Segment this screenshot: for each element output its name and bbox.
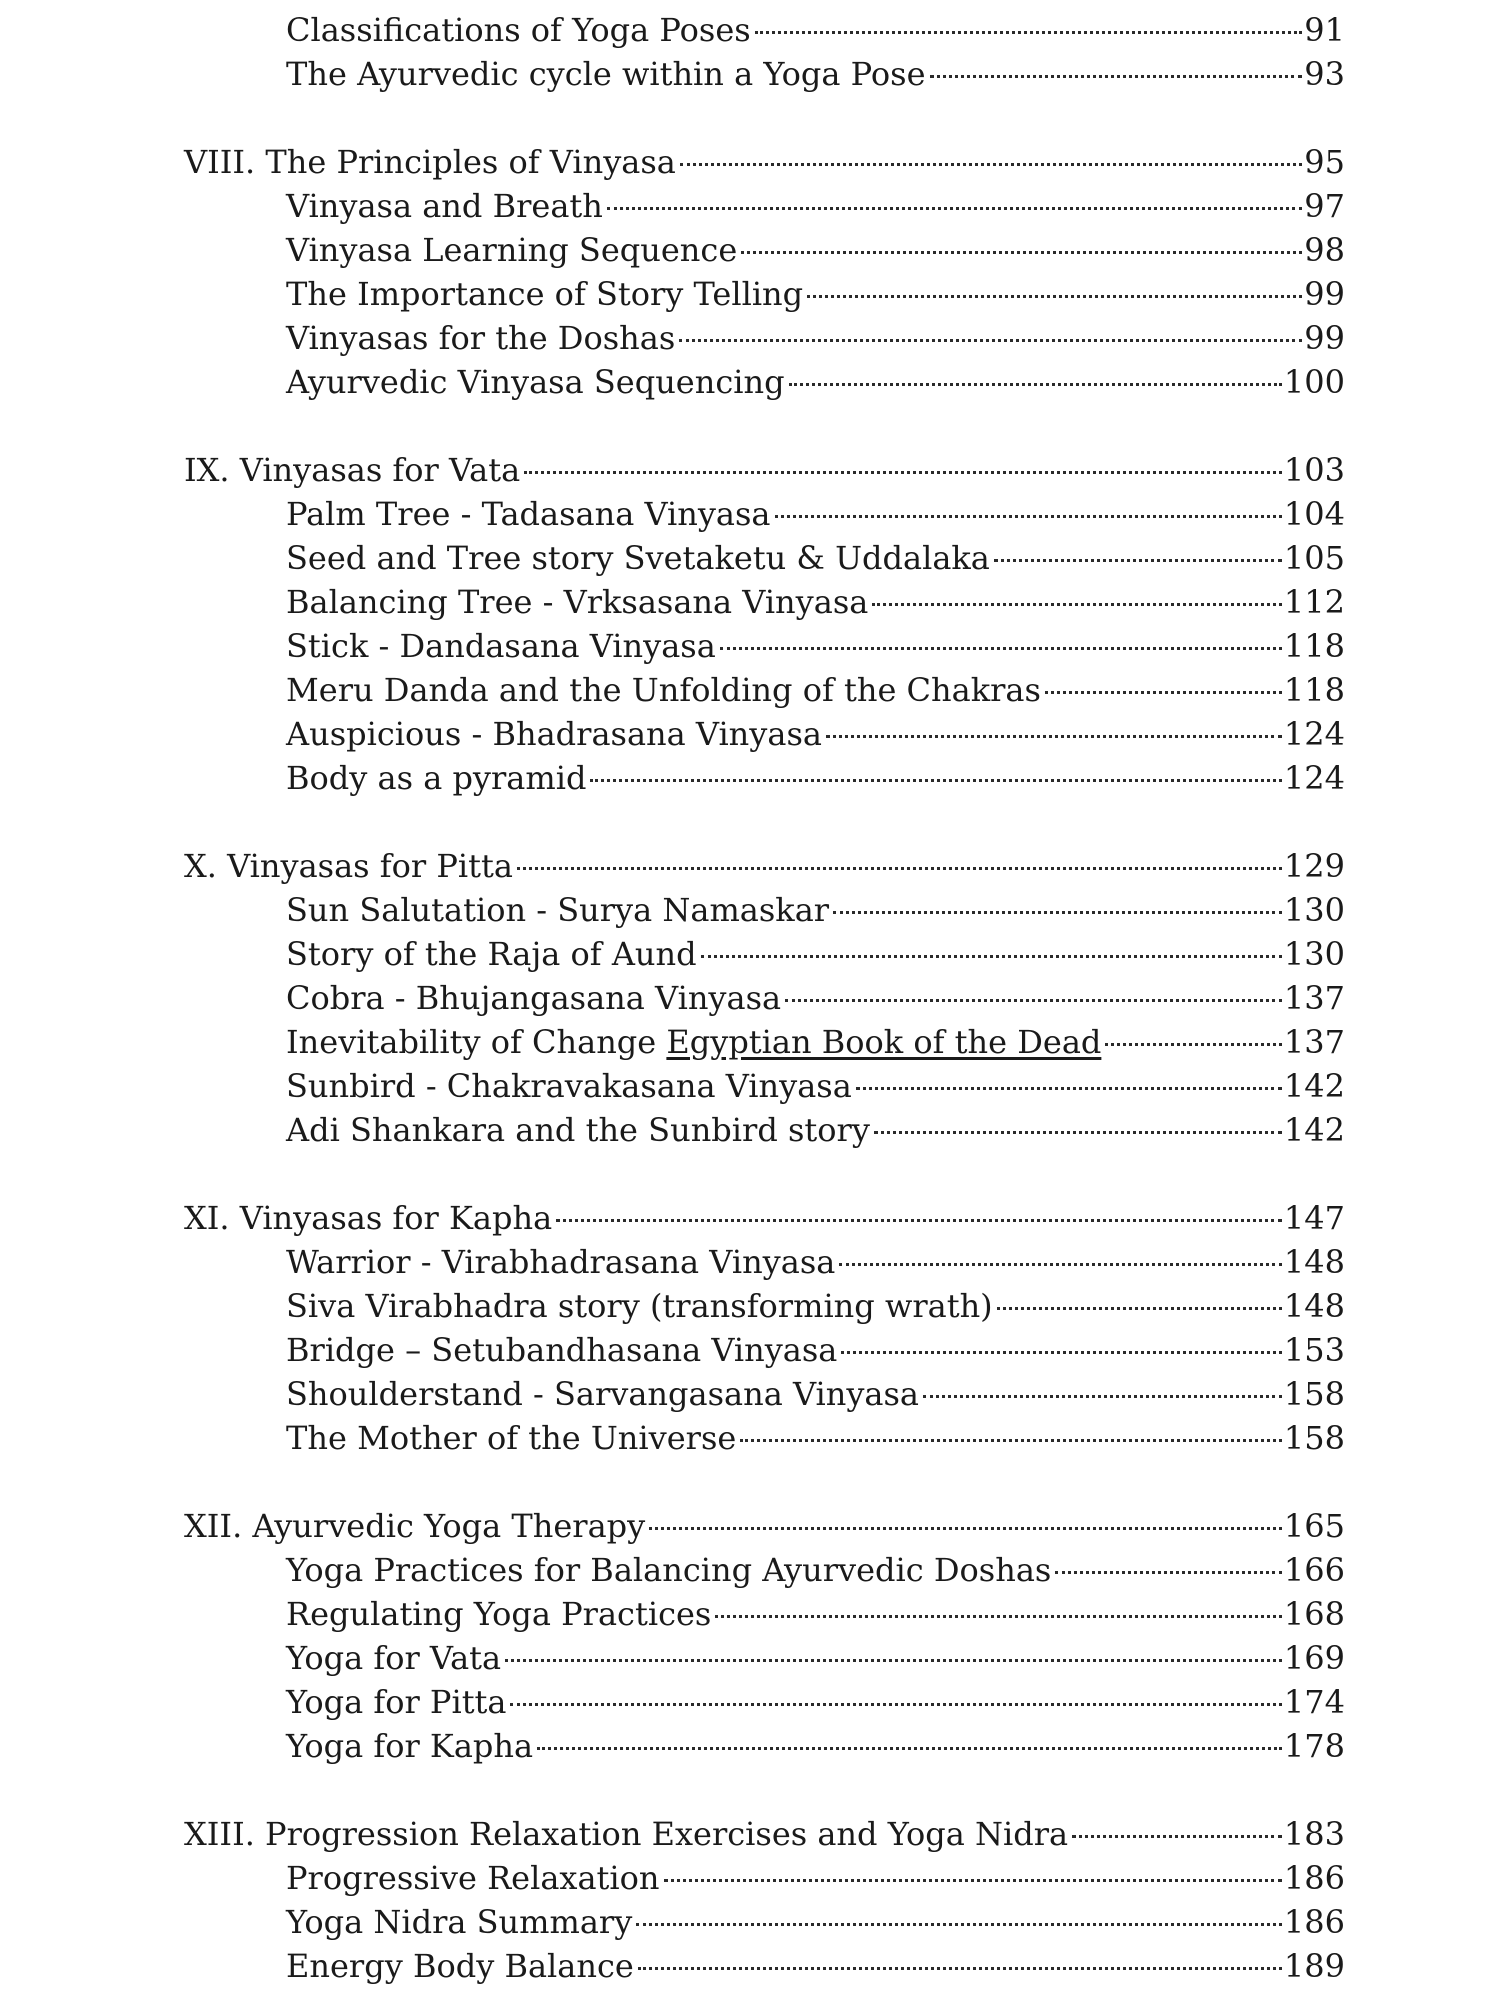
toc-entry-title-text: Story of the Raja of Aund	[286, 935, 697, 973]
toc-page-number: 169	[1283, 1639, 1345, 1677]
dot-leader	[517, 867, 1282, 870]
toc-section-entry	[286, 712, 1345, 756]
toc-entry-title	[286, 1416, 736, 1460]
toc-page-number: 147	[1283, 1199, 1345, 1237]
toc-section-entry	[286, 580, 1345, 624]
dot-leader	[833, 911, 1282, 914]
dot-leader	[649, 1527, 1282, 1530]
toc-entry-title-text: Regulating Yoga Practices	[286, 1595, 712, 1633]
toc-page-number: 112	[1283, 583, 1345, 621]
toc-entry-title-text: XI. Vinyasas for Kapha	[184, 1199, 553, 1237]
toc-entry-title	[286, 492, 771, 536]
toc-entry-title	[286, 1724, 533, 1768]
dot-leader	[789, 383, 1282, 386]
toc-entry-title	[286, 1856, 660, 1900]
toc-section-entry	[286, 52, 1345, 96]
toc-page-number: 95	[1304, 143, 1345, 181]
toc-chapter-entry	[184, 140, 1345, 184]
toc-page-number: 153	[1283, 1331, 1345, 1369]
dot-leader	[841, 1351, 1282, 1354]
toc-entry-title	[286, 184, 603, 228]
dot-leader	[556, 1219, 1282, 1222]
toc-section-entry	[286, 1856, 1345, 1900]
toc-section-entry	[286, 1548, 1345, 1592]
dot-leader	[720, 647, 1282, 650]
toc-entry-title-text: Inevitability of Change	[286, 1023, 667, 1061]
toc-entry-title-text: Yoga for Kapha	[286, 1727, 534, 1765]
dot-leader	[638, 1967, 1282, 1970]
toc-entry-title	[286, 712, 822, 756]
dot-leader	[807, 295, 1302, 298]
toc-page-number: 142	[1283, 1111, 1345, 1149]
toc-entry-title-text: The Ayurvedic cycle within a Yoga Pose	[286, 55, 926, 93]
toc-entry-title	[286, 1636, 501, 1680]
toc-chapter-entry	[184, 448, 1345, 492]
toc-entry-title-text: Warrior - Virabhadrasana Vinyasa	[286, 1243, 836, 1281]
dot-leader	[839, 1263, 1282, 1266]
toc-entry-title	[184, 140, 676, 184]
toc-page-number: 99	[1304, 319, 1345, 357]
toc-entry-title-text: Yoga for Pitta	[286, 1683, 507, 1721]
toc-entry-title-text: Meru Danda and the Unfolding of the Chakras	[286, 671, 1041, 709]
toc-entry-title	[286, 1284, 993, 1328]
toc-entry-title-text: The Mother of the Universe	[286, 1419, 737, 1457]
dot-leader	[680, 163, 1302, 166]
toc-entry-title-text: Yoga for Vata	[286, 1639, 502, 1677]
toc-chapter-entry	[184, 1504, 1345, 1548]
dot-leader	[872, 603, 1282, 606]
toc-entry-title-text: Shoulderstand - Sarvangasana Vinyasa	[286, 1375, 919, 1413]
toc-section-entry	[286, 756, 1345, 800]
toc-page-number: 118	[1283, 627, 1345, 665]
toc-page-number: 142	[1283, 1067, 1345, 1105]
toc-page-number: 158	[1283, 1375, 1345, 1413]
toc-section-entry	[286, 184, 1345, 228]
toc-entry-title-text: Balancing Tree - Vrksasana Vinyasa	[286, 583, 869, 621]
toc-entry-title	[184, 844, 513, 888]
toc-section-entry	[286, 976, 1345, 1020]
dot-leader	[715, 1615, 1282, 1618]
dot-leader	[1105, 1043, 1282, 1046]
toc-entry-title-text: Progressive Relaxation	[286, 1859, 660, 1897]
toc-page-number: 99	[1304, 275, 1345, 313]
toc-entry-title-text: Adi Shankara and the Sunbird story	[286, 1111, 870, 1149]
toc-page-number: 93	[1304, 55, 1345, 93]
toc-entry-title-text: Sun Salutation - Surya Namaskar	[286, 891, 830, 929]
toc-page-number: 124	[1283, 715, 1345, 753]
toc-page-number: 97	[1304, 187, 1345, 225]
toc-entry-title-text: Seed and Tree story Svetaketu & Uddalaka	[286, 539, 990, 577]
toc-entry-title-text: Classifications of Yoga Poses	[286, 11, 751, 49]
toc-entry-title-text: XIII. Progression Relaxation Exercises and Yoga Nidra	[184, 1815, 1069, 1853]
dot-leader	[537, 1747, 1282, 1750]
toc-entry-title	[286, 8, 751, 52]
toc-entry-title	[286, 888, 829, 932]
toc-entry-title	[286, 1548, 1051, 1592]
toc-entry-title	[286, 536, 990, 580]
toc-section-entry	[286, 624, 1345, 668]
toc-entry-title	[184, 1196, 552, 1240]
toc-page-number: 186	[1283, 1903, 1345, 1941]
dot-leader	[785, 999, 1282, 1002]
toc-entry-title-text: Stick - Dandasana Vinyasa	[286, 627, 716, 665]
toc-section-entry	[286, 1944, 1345, 1988]
toc-section-entry	[286, 360, 1345, 404]
toc-page-number: 148	[1283, 1243, 1345, 1281]
toc-section-entry	[286, 536, 1345, 580]
dot-leader	[741, 251, 1302, 254]
toc-entry-title-text: Vinyasa Learning Sequence	[286, 231, 738, 269]
toc-chapter-entry	[184, 844, 1345, 888]
toc-page-number: 148	[1283, 1287, 1345, 1325]
toc-entry-title	[184, 448, 520, 492]
dot-leader	[826, 735, 1282, 738]
toc-section-entry	[286, 888, 1345, 932]
dot-leader	[994, 559, 1282, 562]
toc-entry-title	[286, 360, 785, 404]
dot-leader	[510, 1703, 1281, 1706]
toc-section-entry	[286, 316, 1345, 360]
toc-entry-title-text: Yoga Practices for Balancing Ayurvedic Doshas	[286, 1551, 1052, 1589]
toc-entry-title-text: Auspicious - Bhadrasana Vinyasa	[286, 715, 822, 753]
toc-entry-title	[286, 1064, 852, 1108]
toc-entry-title	[184, 1504, 645, 1548]
toc-section-entry	[286, 228, 1345, 272]
toc-entry-title-underlined: Egyptian Book of the Dead	[666, 1023, 1102, 1061]
dot-leader	[930, 75, 1303, 78]
toc-page-number: 124	[1283, 759, 1345, 797]
toc-page-number: 98	[1304, 231, 1345, 269]
toc-entry-title	[286, 1592, 711, 1636]
toc-entry-title-text: Bridge – Setubandhasana Vinyasa	[286, 1331, 838, 1369]
toc-section-entry	[286, 492, 1345, 536]
toc-page-number: 130	[1283, 935, 1345, 973]
dot-leader	[1055, 1571, 1282, 1574]
toc-page-number: 183	[1283, 1815, 1345, 1853]
toc-page-number: 100	[1283, 363, 1345, 401]
toc-page-number: 158	[1283, 1419, 1345, 1457]
dot-leader	[755, 31, 1303, 34]
toc-entry-title-text: Siva Virabhadra story (transforming wrath)	[286, 1287, 993, 1325]
toc-section-entry	[286, 1636, 1345, 1680]
toc-entry-title-text: Energy Body Balance	[286, 1947, 634, 1985]
toc-section-entry	[286, 1592, 1345, 1636]
toc-page-number: 129	[1283, 847, 1345, 885]
toc-section-entry	[286, 668, 1345, 712]
toc-entry-title	[286, 624, 716, 668]
toc-section-entry	[286, 1240, 1345, 1284]
toc-entry-title-text: VIII. The Principles of Vinyasa	[184, 143, 676, 181]
toc-entry-title-text: IX. Vinyasas for Vata	[184, 451, 521, 489]
dot-leader	[679, 339, 1302, 342]
dot-leader	[505, 1659, 1282, 1662]
toc-entry-title	[286, 228, 737, 272]
toc-section-entry	[286, 1724, 1345, 1768]
toc-entry-title	[286, 932, 697, 976]
toc-entry-title	[286, 580, 868, 624]
toc-entry-title-text: Vinyasa and Breath	[286, 187, 603, 225]
toc-page-number: 104	[1283, 495, 1345, 533]
dot-leader	[856, 1087, 1282, 1090]
toc-page-number: 178	[1283, 1727, 1345, 1765]
dot-leader	[1045, 691, 1282, 694]
toc-entry-title	[286, 1944, 634, 1988]
toc-entry-title	[286, 1020, 1101, 1064]
toc-section-entry	[286, 1416, 1345, 1460]
toc-page-number: 103	[1283, 451, 1345, 489]
toc-entry-title-text: X. Vinyasas for Pitta	[184, 847, 513, 885]
toc-entry-title	[286, 756, 586, 800]
dot-leader	[636, 1923, 1282, 1926]
toc-section-entry	[286, 8, 1345, 52]
toc-page-number: 105	[1283, 539, 1345, 577]
toc-entry-title-text: Palm Tree - Tadasana Vinyasa	[286, 495, 771, 533]
toc-page-number: 118	[1283, 671, 1345, 709]
toc-section-entry	[286, 932, 1345, 976]
dot-leader	[590, 779, 1281, 782]
toc-section-entry	[286, 1372, 1345, 1416]
dot-leader	[701, 955, 1282, 958]
dot-leader	[1072, 1835, 1282, 1838]
toc-entry-title-text: Sunbird - Chakravakasana Vinyasa	[286, 1067, 852, 1105]
toc-entry-title-text: Body as a pyramid	[286, 759, 587, 797]
toc-page-number: 174	[1283, 1683, 1345, 1721]
toc-section-entry	[286, 272, 1345, 316]
dot-leader	[997, 1307, 1282, 1310]
toc-page-number: 165	[1283, 1507, 1345, 1545]
toc-page-number: 137	[1283, 979, 1345, 1017]
toc-section-entry	[286, 1064, 1345, 1108]
toc-section-entry	[286, 1108, 1345, 1152]
toc-entry-title	[286, 316, 675, 360]
toc-section-entry	[286, 1900, 1345, 1944]
toc-entry-title	[286, 1900, 632, 1944]
toc-chapter-entry	[184, 1196, 1345, 1240]
toc-page-number: 130	[1283, 891, 1345, 929]
toc-entry-title-text: XII. Ayurvedic Yoga Therapy	[184, 1507, 646, 1545]
dot-leader	[524, 471, 1282, 474]
toc-section-entry	[286, 1020, 1345, 1064]
toc-section-entry	[286, 1284, 1345, 1328]
dot-leader	[740, 1439, 1282, 1442]
dot-leader	[923, 1395, 1282, 1398]
toc-section-entry	[286, 1328, 1345, 1372]
toc-entry-title	[286, 1328, 837, 1372]
toc-entry-title-text: Ayurvedic Vinyasa Sequencing	[286, 363, 785, 401]
toc-entry-title	[286, 1372, 919, 1416]
toc-section-entry	[286, 1680, 1345, 1724]
toc-entry-title-text: Yoga Nidra Summary	[286, 1903, 633, 1941]
toc-page-number: 137	[1283, 1023, 1345, 1061]
toc-entry-title-text: Cobra - Bhujangasana Vinyasa	[286, 979, 782, 1017]
toc-entry-title	[286, 52, 926, 96]
toc-entry-title	[286, 976, 781, 1020]
toc-entry-title-text: Vinyasas for the Doshas	[286, 319, 676, 357]
toc-entry-title	[286, 1240, 835, 1284]
toc-page-number: 166	[1283, 1551, 1345, 1589]
toc-page-number: 186	[1283, 1859, 1345, 1897]
toc-entry-title	[286, 668, 1041, 712]
toc-page-number: 189	[1283, 1947, 1345, 1985]
toc-entry-title	[286, 1680, 506, 1724]
dot-leader	[775, 515, 1282, 518]
toc-entry-title	[184, 1812, 1068, 1856]
toc-entry-title	[286, 272, 803, 316]
dot-leader	[664, 1879, 1282, 1882]
toc-entry-title-text: The Importance of Story Telling	[286, 275, 804, 313]
dot-leader	[607, 207, 1302, 210]
toc-chapter-entry	[184, 1812, 1345, 1856]
toc-entry-title	[286, 1108, 870, 1152]
toc-page-number: 168	[1283, 1595, 1345, 1633]
toc-page-number: 91	[1304, 11, 1345, 49]
dot-leader	[874, 1131, 1282, 1134]
